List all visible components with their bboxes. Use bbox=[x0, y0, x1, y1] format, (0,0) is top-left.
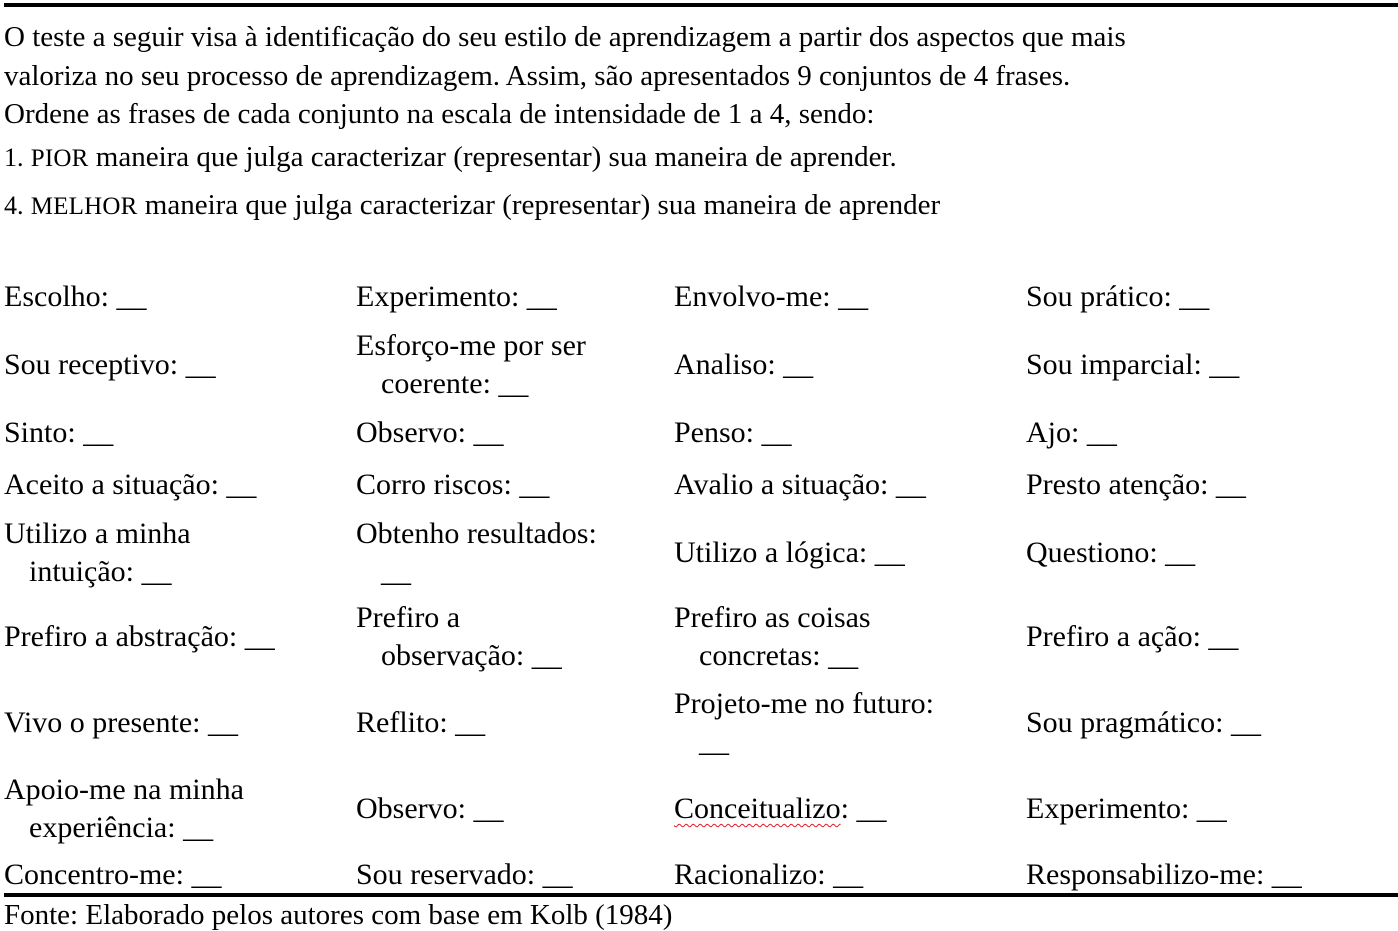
scale-worst bbox=[4, 141, 897, 174]
statement-cell[interactable]: Sou receptivo: __ bbox=[4, 348, 216, 381]
spellcheck-word[interactable]: Conceitualizo bbox=[674, 792, 841, 825]
statement-cell[interactable]: Sou prático: __ bbox=[1026, 280, 1210, 313]
statement-cell[interactable]: Reflito: __ bbox=[356, 706, 486, 739]
scale-number: 4. bbox=[4, 191, 24, 220]
scale-number: 1. bbox=[4, 143, 24, 172]
intro-line-2: valoriza no seu processo de aprendizagem. Assim, são apresentados 9 conjuntos de 4 frases. bbox=[4, 59, 1071, 92]
statement-cell[interactable]: Envolvo-me: __ bbox=[674, 280, 869, 313]
statement-cell[interactable]: Vivo o presente: __ bbox=[4, 706, 238, 739]
statement-cell[interactable]: Penso: __ bbox=[674, 416, 792, 449]
intro-line-3: Ordene as frases de cada conjunto na escala de intensidade de 1 a 4, sendo: bbox=[4, 98, 875, 130]
statement-cell[interactable]: Experimento: __ bbox=[1026, 792, 1227, 825]
statement-cell[interactable]: Avalio a situação: __ bbox=[674, 468, 926, 501]
scale-keyword: PIOR bbox=[30, 145, 89, 172]
instructions bbox=[4, 18, 1394, 134]
source-caption: Fonte: Elaborado pelos autores com base em Kolb (1984) bbox=[4, 899, 673, 931]
statement-cell[interactable]: Sou imparcial: __ bbox=[1026, 348, 1240, 381]
scale-text: maneira que julga caracterizar (representar) sua maneira de aprender. bbox=[88, 141, 897, 173]
scale-keyword: MELHOR bbox=[30, 193, 138, 220]
statement-cell[interactable]: Prefiro a observação: __ bbox=[356, 601, 562, 672]
statement-cell[interactable]: Aceito a situação: __ bbox=[4, 468, 257, 501]
bottom-rule bbox=[4, 893, 1398, 897]
top-rule bbox=[4, 3, 1398, 7]
statement-cell[interactable]: Experimento: __ bbox=[356, 280, 557, 313]
statement-cell[interactable]: Ajo: __ bbox=[1026, 416, 1117, 449]
statement-cell[interactable]: Concentro-me: __ bbox=[4, 858, 222, 891]
statement-cell[interactable]: Utilizo a minha intuição: __ bbox=[4, 517, 191, 588]
scale-best bbox=[4, 189, 940, 222]
scale-text: maneira que julga caracterizar (representar) sua maneira de aprender bbox=[137, 189, 941, 221]
statement-cell[interactable]: Questiono: __ bbox=[1026, 536, 1196, 569]
statement-cell[interactable]: Esforço-me por ser coerente: __ bbox=[356, 329, 586, 400]
statement-cell[interactable]: Responsabilizo-me: __ bbox=[1026, 858, 1302, 891]
statement-cell[interactable]: Sou pragmático: __ bbox=[1026, 706, 1261, 739]
statement-cell[interactable]: Observo: __ bbox=[356, 792, 504, 825]
statement-cell[interactable]: Utilizo a lógica: __ bbox=[674, 536, 905, 569]
statement-cell[interactable]: Obtenho resultados: __ bbox=[356, 517, 597, 588]
statement-cell[interactable]: Prefiro a ação: __ bbox=[1026, 620, 1239, 653]
statement-cell[interactable]: Escolho: __ bbox=[4, 280, 147, 313]
statement-cell[interactable]: Racionalizo: __ bbox=[674, 858, 864, 891]
statement-cell[interactable]: Conceitualizo: __ bbox=[674, 792, 887, 825]
statement-cell[interactable]: Observo: __ bbox=[356, 416, 504, 449]
statement-cell[interactable]: Prefiro a abstração: __ bbox=[4, 620, 275, 653]
statement-cell[interactable]: Presto atenção: __ bbox=[1026, 468, 1246, 501]
intro-line-1: O teste a seguir visa à identificação do seu estilo de aprendizagem a partir dos aspectos que mais bbox=[4, 21, 1126, 53]
statement-cell[interactable]: Analiso: __ bbox=[674, 348, 814, 381]
statement-cell[interactable]: Sinto: __ bbox=[4, 416, 114, 449]
statement-cell[interactable]: Corro riscos: __ bbox=[356, 468, 550, 501]
statement-cell[interactable]: Projeto-me no futuro: __ bbox=[674, 687, 934, 758]
statement-cell[interactable]: Apoio-me na minha experiência: __ bbox=[4, 773, 244, 844]
statement-cell[interactable]: Prefiro as coisas concretas: __ bbox=[674, 601, 871, 672]
statement-cell[interactable]: Sou reservado: __ bbox=[356, 858, 573, 891]
